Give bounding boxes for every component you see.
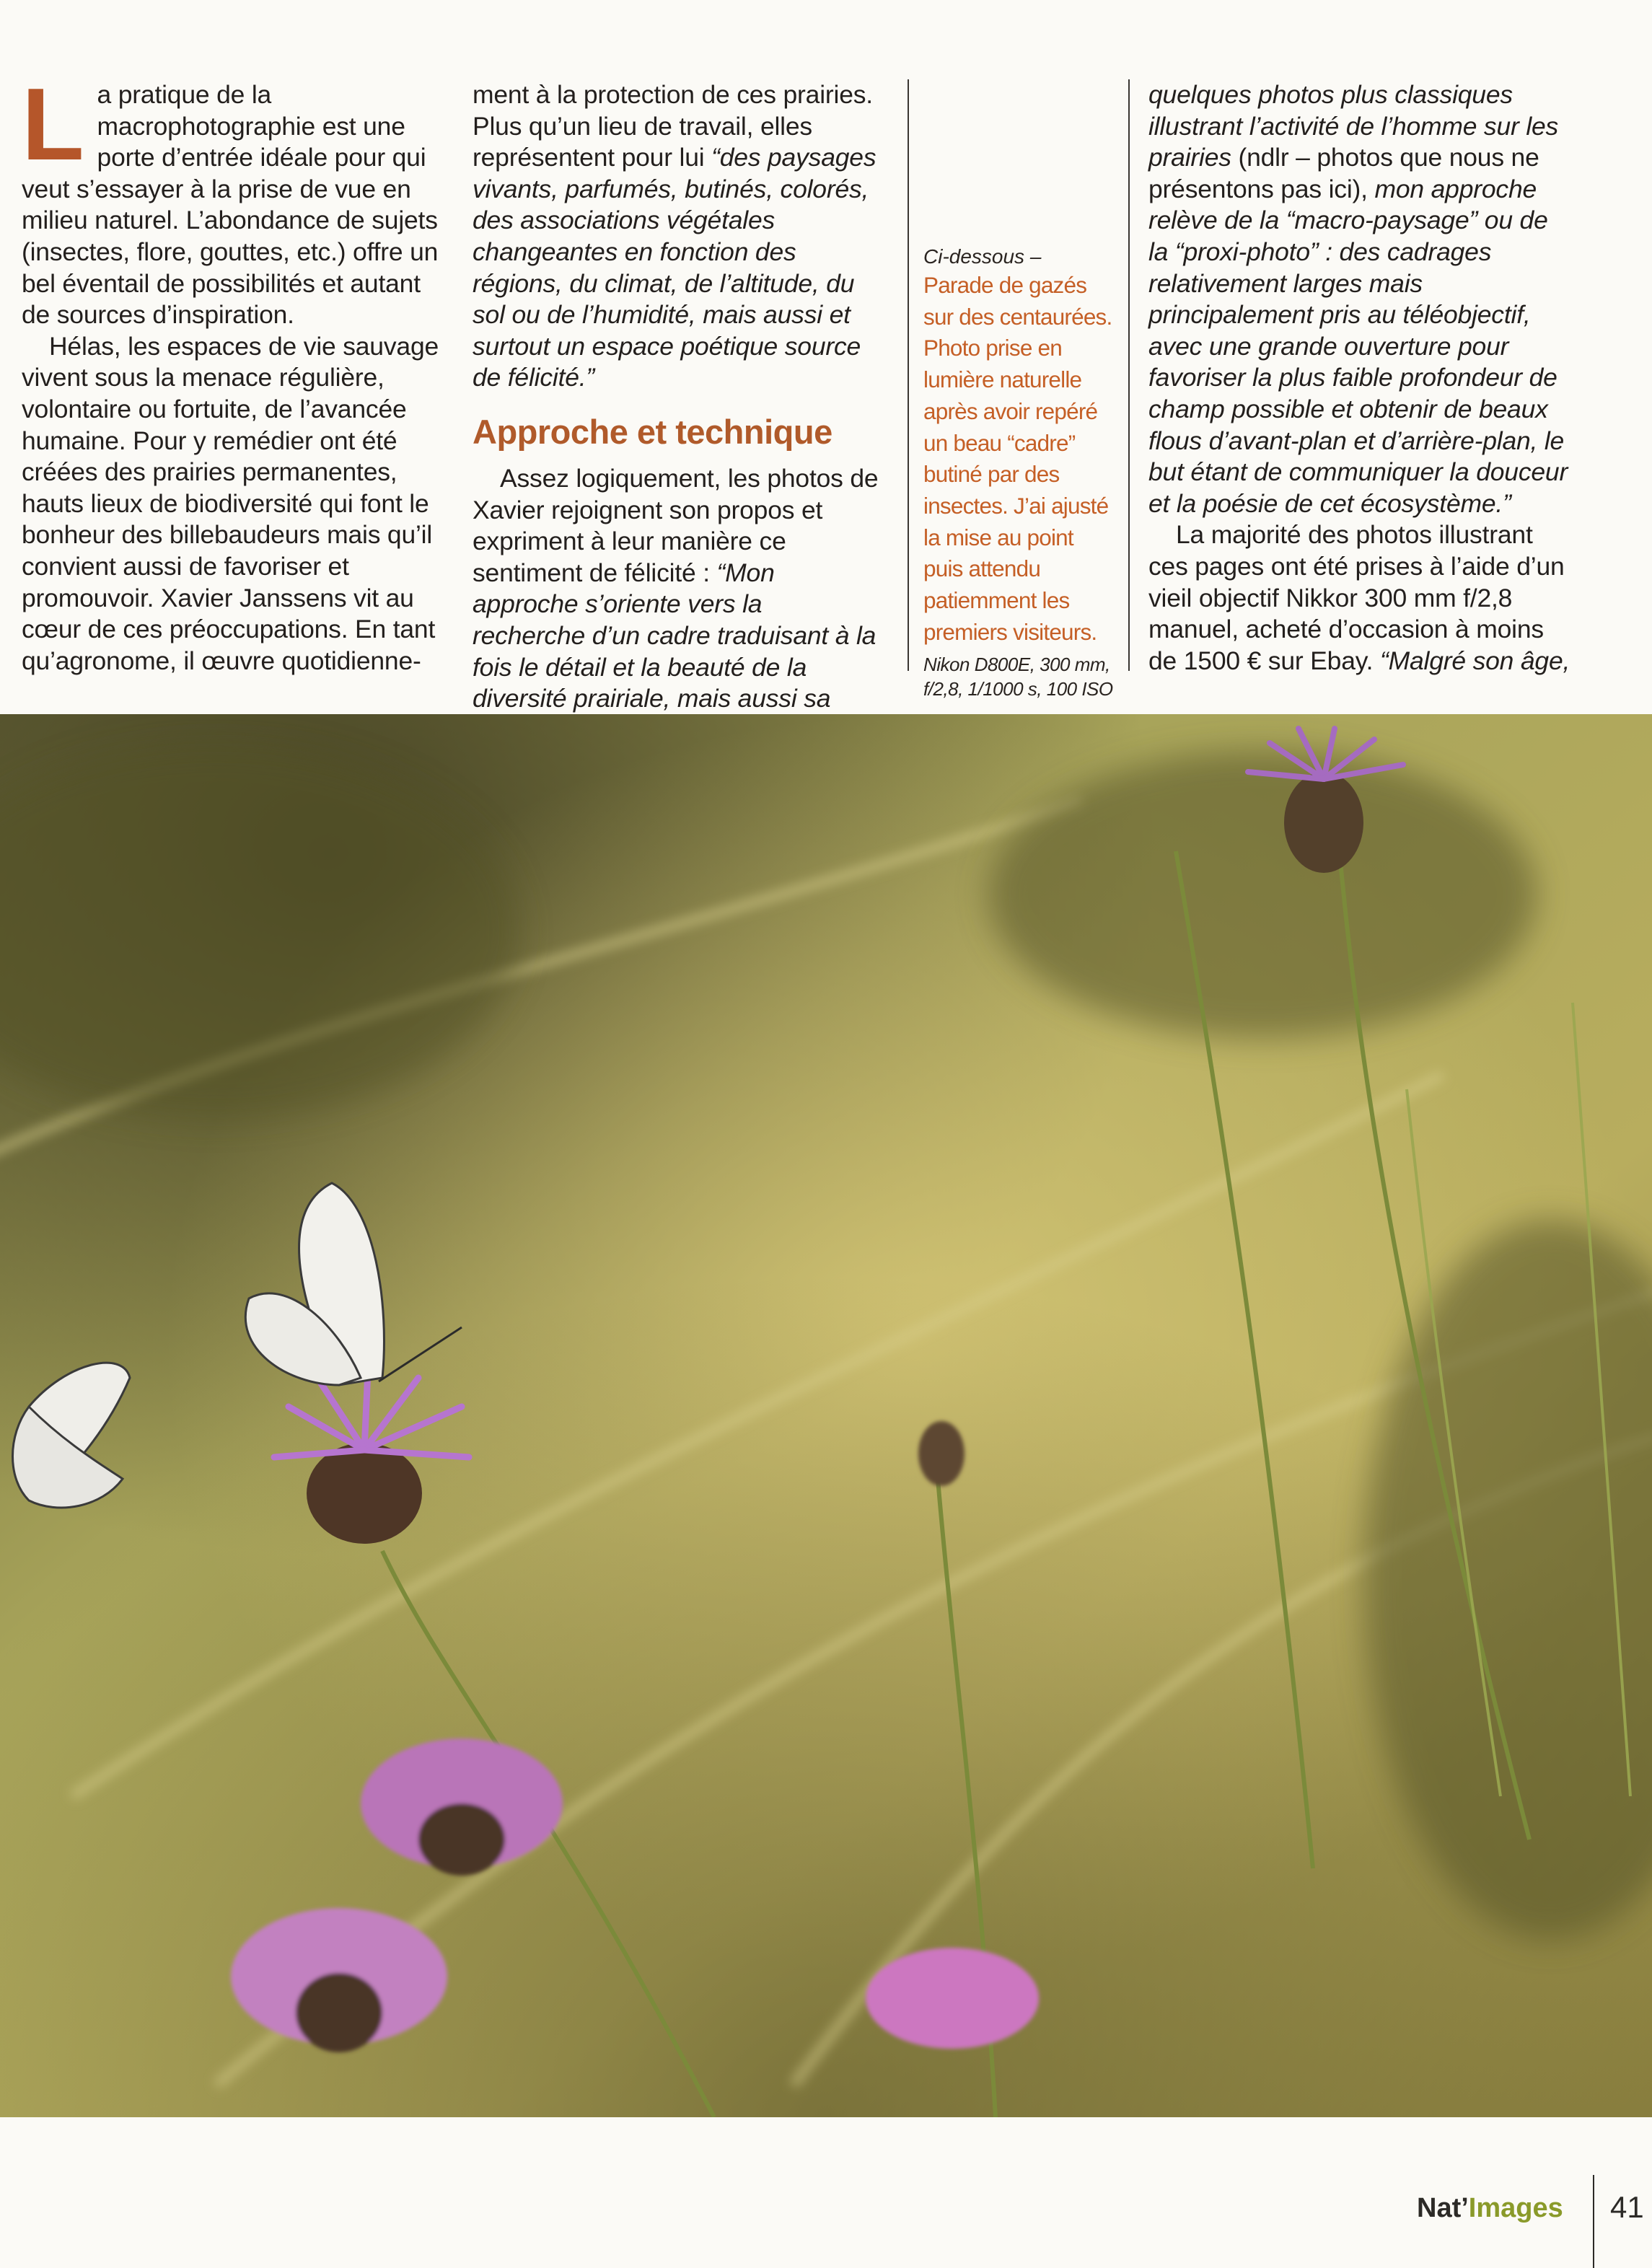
magazine-brand	[1417, 2193, 1563, 2224]
paragraph-4	[473, 463, 880, 746]
paragraph-5-editor-note: (ndlr – photos que nous ne présentons pas ici),	[1148, 143, 1539, 203]
section-heading: Approche et technique	[473, 412, 832, 451]
paragraph-intro	[22, 67, 447, 331]
paragraph-3	[473, 79, 880, 394]
footer-separator	[1593, 2175, 1594, 2268]
paragraph-4-text: Assez logiquement, les photos de Xavier rejoignent son propos et expriment à leur manière ce sentiment de félicité :	[473, 463, 879, 587]
caption-lead: Ci-dessous –	[923, 245, 1042, 268]
paragraph-6-text: La majorité des photos illustrant ces pages ont été prises à l’aide d’un vieil objectif Nikkor 300 mm f/2,8 manuel, acheté d’occasion à moins de 1500 € sur Ebay.	[1148, 520, 1565, 675]
meadow-photo-illustration	[0, 714, 1652, 2117]
meadow-photo	[0, 714, 1652, 2117]
brand-nat: Nat’	[1417, 2193, 1469, 2223]
column-2	[473, 79, 880, 746]
paragraph-5	[1148, 79, 1574, 519]
column-divider-left	[908, 79, 909, 671]
paragraph-6-quote: “Malgré son âge,	[1379, 646, 1570, 675]
paragraph-5-quote-a: quelques photos plus classiques illustrant l’activité de l’homme sur les prairies	[1148, 80, 1559, 172]
caption-body: Parade de gazés sur des centaurées. Photo prise en lumière naturelle après avoir repéré un beau “cadre” butiné par des insectes. J’ai ajusté la mise au point puis attendu patiemment les premiers visiteurs.	[923, 272, 1112, 645]
paragraph-3-quote: “des paysages vivants, parfumés, butinés, colorés, des associations végétales changeantes en fonction des régions, du climat, de l’altitude, du sol ou de l’humidité, mais aussi et surtout un espace poétique source de félicité.”	[473, 143, 876, 392]
page-number: 41	[1610, 2190, 1644, 2224]
paragraph-3-text: ment à la protection de ces prairies. Plus qu’un lieu de travail, elles représentent pour lui	[473, 80, 873, 172]
paragraph-6	[1148, 519, 1574, 677]
column-divider-right	[1128, 79, 1130, 671]
paragraph-4-quote: “Mon approche s’oriente vers la recherche d’un cadre traduisant à la fois le détail et la beauté de la diversité prairiale, mais aussi sa	[473, 558, 876, 713]
brand-images: Images	[1468, 2193, 1563, 2223]
paragraph-5-quote-b: mon approche relève de la “macro-paysage” ou de la “proxi-photo” : des cadrages relativement larges mais principalement pris au téléobjectif, avec une grande ouverture pour favoriser la plus faible profondeur de champ possible et obtenir de beaux flous d’avant-plan et d’arrière-plan, le but étant de communiquer la douceur et la poésie de cet écosystème.”	[1148, 174, 1568, 518]
drop-cap: L	[22, 67, 84, 182]
paragraph-2: Hélas, les espaces de vie sauvage vivent sous la menace régulière, volontaire ou fortuite, de l’avancée humaine. Pour y remédier ont été créées des prairies permanentes, hauts lieux de biodiversité qui font le bonheur des billebaudeurs mais qu’il convient aussi de favoriser et promouvoir. Xavier Janssens vit au cœur de ces préoccupations. En tant qu’agronome, il œuvre quotidienne-	[22, 331, 439, 675]
photo-caption	[923, 244, 1118, 701]
intro-text: a pratique de la macrophotographie est une porte d’entrée idéale pour qui veut s’essayer à la prise de vue en milieu naturel. L’abondance de sujets (insectes, flore, gouttes, etc.) offre un bel éventail de possibilités et autant de sources d’inspiration.	[22, 80, 439, 330]
caption-technical-data: Nikon D800E, 300 mm, f/2,8, 1/1000 s, 100 ISO	[923, 654, 1113, 700]
column-1	[22, 67, 447, 677]
column-4	[1148, 79, 1574, 677]
